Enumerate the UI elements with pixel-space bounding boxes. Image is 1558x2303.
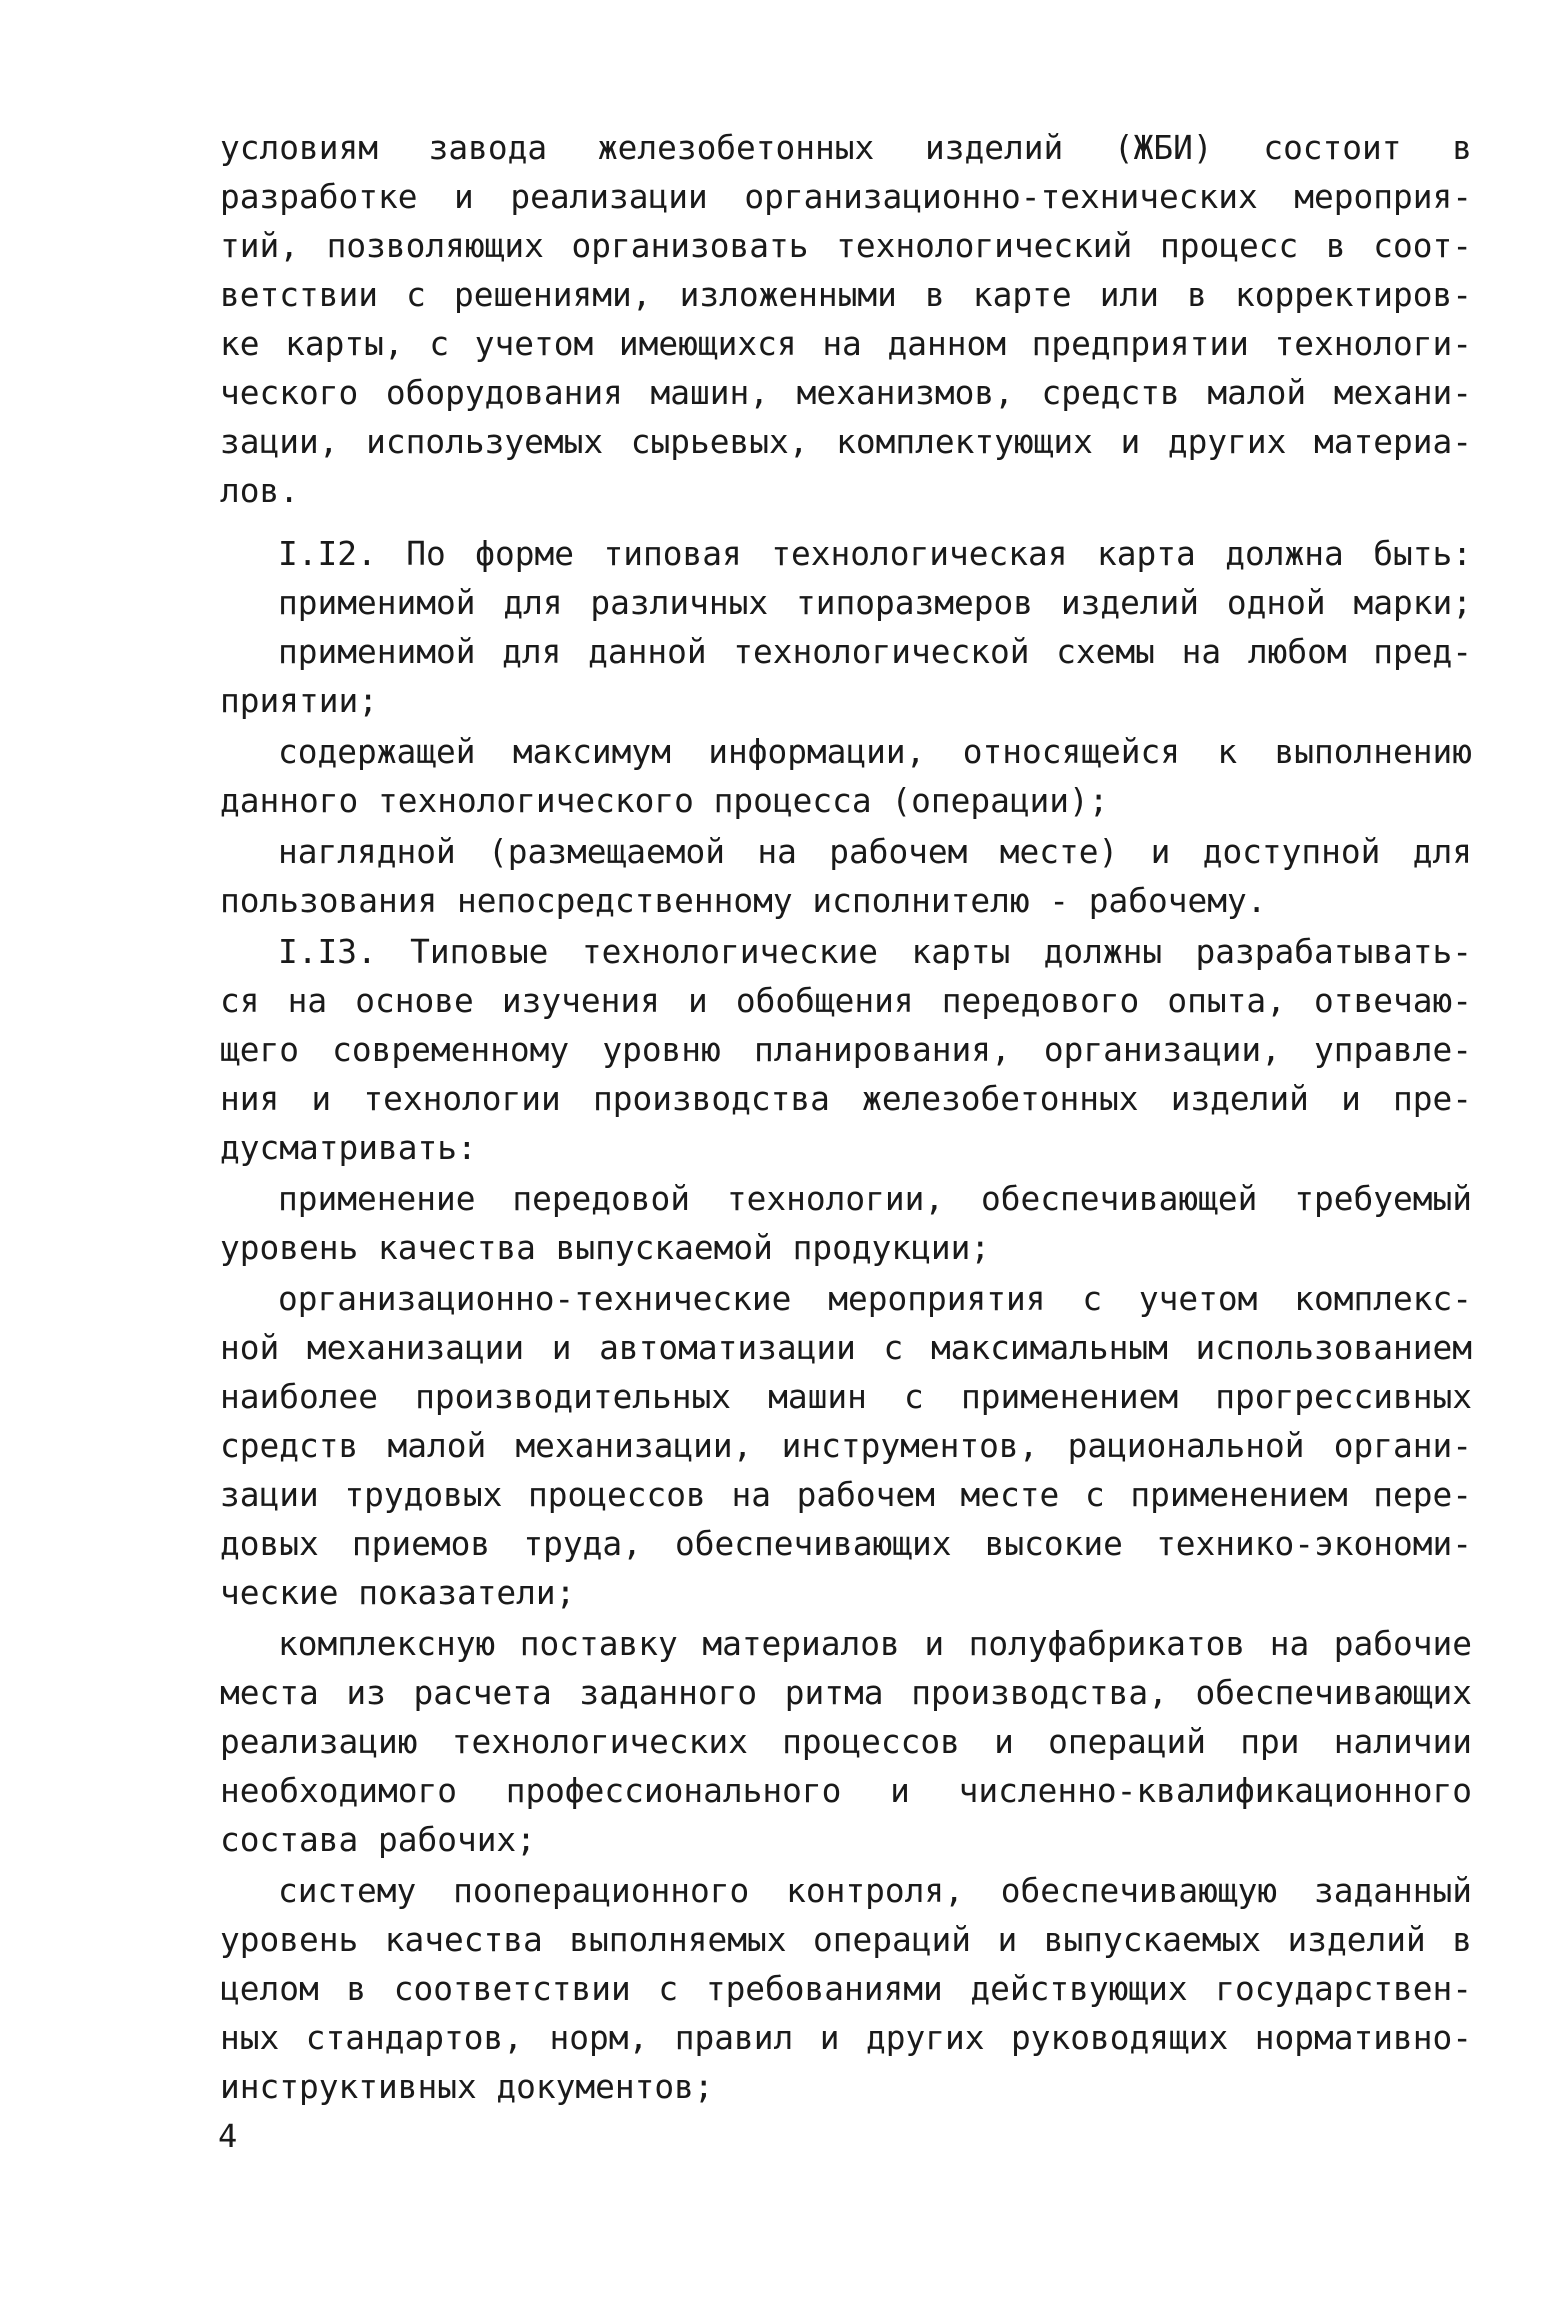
- text-line: дусматривать:: [220, 1129, 477, 1167]
- text-line: пользования непосредственному исполнителю - рабочему.: [220, 882, 1267, 920]
- text-line: реализацию технологических процессов и операций при наличии: [220, 1723, 1472, 1761]
- text-line: зации трудовых процессов на рабочем месте с применением пере-: [220, 1476, 1472, 1514]
- section-heading-1-13: I.I3. Типовые технологические карты должны разрабатывать-: [278, 933, 1472, 971]
- text-line: комплексную поставку материалов и полуфабрикатов на рабочие: [278, 1625, 1472, 1663]
- text-line: приятии;: [220, 682, 378, 720]
- text-line: щего современному уровню планирования, организации, управле-: [220, 1031, 1472, 1069]
- text-line: ной механизации и автоматизации с максимальным использованием: [220, 1329, 1472, 1367]
- text-line: условиям завода железобетонных изделий (ЖБИ) состоит в: [220, 129, 1472, 167]
- text-line: ных стандартов, норм, правил и других руководящих нормативно-: [220, 2019, 1472, 2057]
- text-line: тий, позволяющих организовать технологический процесс в соот-: [220, 227, 1472, 265]
- text-line: применимой для данной технологической схемы на любом пред-: [278, 633, 1472, 671]
- text-line: места из расчета заданного ритма производства, обеспечивающих: [220, 1674, 1472, 1712]
- text-line: ческие показатели;: [220, 1574, 576, 1612]
- text-line: систему пооперационного контроля, обеспечивающую заданный: [278, 1872, 1472, 1910]
- text-line: ся на основе изучения и обобщения передового опыта, отвечаю-: [220, 982, 1472, 1020]
- text-line: разработке и реализации организационно-технических мероприя-: [220, 178, 1472, 216]
- section-heading-1-12: I.I2. По форме типовая технологическая карта должна быть:: [278, 535, 1472, 573]
- text-line: применимой для различных типоразмеров изделий одной марки;: [278, 584, 1472, 622]
- text-line: организационно-технические мероприятия с учетом комплекс-: [278, 1280, 1472, 1318]
- text-line: довых приемов труда, обеспечивающих высокие технико-экономи-: [220, 1525, 1472, 1563]
- text-line: наглядной (размещаемой на рабочем месте) и доступной для: [278, 833, 1472, 871]
- text-line: зации, используемых сырьевых, комплектующих и других материа-: [220, 423, 1472, 461]
- text-line: ния и технологии производства железобетонных изделий и пре-: [220, 1080, 1472, 1118]
- text-line: ке карты, с учетом имеющихся на данном предприятии технологи-: [220, 325, 1472, 363]
- text-line: данного технологического процесса (операции);: [220, 782, 1109, 820]
- text-line: применение передовой технологии, обеспечивающей требуемый: [278, 1180, 1472, 1218]
- text-line: наиболее производительных машин с применением прогрессивных: [220, 1378, 1472, 1416]
- text-line: инструктивных документов;: [220, 2068, 714, 2106]
- page-number: 4: [218, 2117, 238, 2155]
- text-line: лов.: [220, 472, 299, 510]
- text-line: ческого оборудования машин, механизмов, средств малой механи-: [220, 374, 1472, 412]
- text-line: уровень качества выпускаемой продукции;: [220, 1229, 991, 1267]
- text-line: необходимого профессионального и численно-квалификационного: [220, 1772, 1472, 1810]
- text-line: состава рабочих;: [220, 1821, 536, 1859]
- text-line: уровень качества выполняемых операций и выпускаемых изделий в: [220, 1921, 1472, 1959]
- text-line: содержащей максимум информации, относящейся к выполнению: [278, 733, 1472, 771]
- text-line: средств малой механизации, инструментов, рациональной органи-: [220, 1427, 1472, 1465]
- text-line: ветствии с решениями, изложенными в карте или в корректиров-: [220, 276, 1472, 314]
- text-line: целом в соответствии с требованиями действующих государствен-: [220, 1970, 1472, 2008]
